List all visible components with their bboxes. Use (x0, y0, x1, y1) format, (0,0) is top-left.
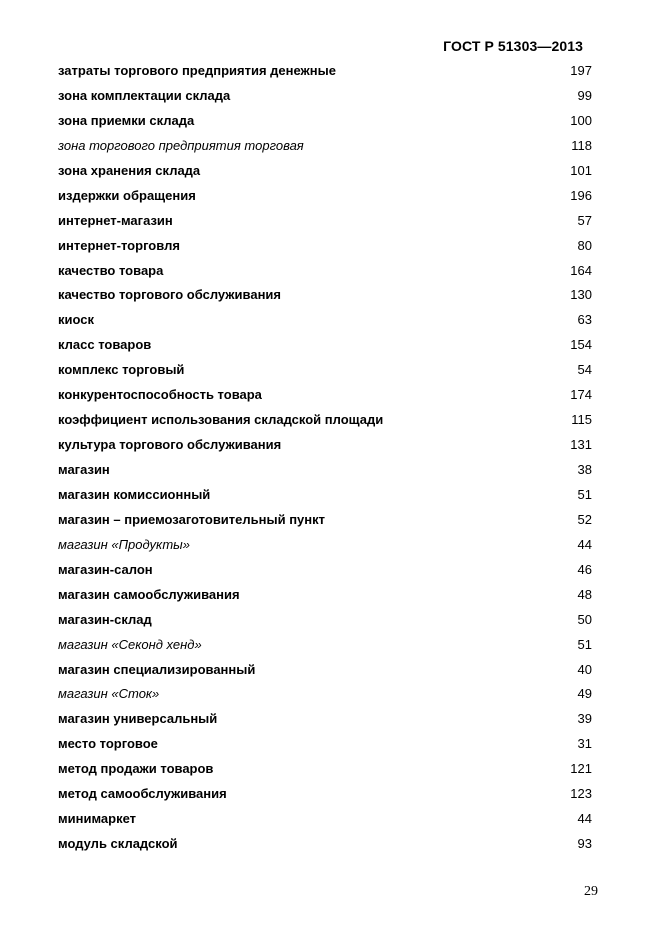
index-term: конкурентоспособность товара (58, 387, 262, 403)
index-entry (58, 834, 592, 859)
index-page-ref: 164 (570, 262, 592, 278)
index-entry (58, 784, 592, 809)
index-entry (58, 86, 592, 111)
index-entry (58, 585, 592, 610)
index-term: магазин комиссионный (58, 486, 211, 502)
index-term: качество товара (58, 262, 164, 278)
index-term: магазин-салон (58, 561, 153, 577)
index-term: комплекс торговый (58, 362, 185, 378)
index-page-ref: 130 (570, 287, 592, 303)
index-term: зона комплектации склада (58, 87, 231, 103)
index-page-ref: 51 (577, 486, 592, 502)
index-entry (58, 435, 592, 460)
index-term: магазин «Секонд хенд» (58, 636, 202, 652)
index-entry (58, 136, 592, 161)
index-term: магазин-склад (58, 611, 152, 627)
index-term: магазин (58, 462, 110, 477)
index-page-ref: 51 (577, 636, 592, 652)
index-term: модуль складской (58, 836, 178, 852)
index-page-ref: 44 (577, 536, 592, 552)
index-term: зона торгового предприятия торговая (58, 137, 304, 153)
index-term: киоск (58, 312, 95, 328)
index-list (58, 61, 592, 859)
index-page-ref: 197 (570, 63, 592, 78)
index-page-ref: 174 (570, 387, 592, 403)
index-page-ref: 154 (570, 337, 592, 353)
index-term: интернет-торговля (58, 237, 180, 253)
index-page-ref: 101 (570, 162, 592, 178)
index-page-ref: 31 (577, 736, 592, 752)
index-term: минимаркет (58, 811, 136, 827)
index-entry (58, 310, 592, 335)
index-page-ref: 100 (570, 112, 592, 128)
index-term: класс товаров (58, 337, 152, 353)
index-term: магазин «Продукты» (58, 536, 190, 552)
index-entry (58, 510, 592, 535)
index-entry (58, 809, 592, 834)
index-entry (58, 236, 592, 261)
index-page-ref: 131 (570, 437, 592, 453)
index-entry (58, 261, 592, 286)
index-entry (58, 211, 592, 236)
index-entry (58, 660, 592, 685)
index-term: коэффициент использования складской площади (58, 412, 384, 428)
index-page-ref: 63 (577, 312, 592, 328)
index-term: затраты торгового предприятия денежные (58, 63, 336, 78)
index-page-ref: 99 (577, 87, 592, 103)
index-term: зона хранения склада (58, 162, 201, 178)
index-term: магазин самообслуживания (58, 586, 240, 602)
index-page-ref: 48 (577, 586, 592, 602)
page-number: 29 (584, 884, 598, 899)
index-entry (58, 610, 592, 635)
index-entry (58, 410, 592, 435)
index-entry (58, 186, 592, 211)
index-page-ref: 80 (577, 237, 592, 253)
index-entry (58, 759, 592, 784)
index-term: интернет-магазин (58, 212, 173, 228)
index-entry (58, 709, 592, 734)
index-page-ref: 49 (577, 686, 592, 702)
index-term: магазин универсальный (58, 711, 218, 727)
index-entry (58, 161, 592, 186)
index-page-ref: 115 (571, 412, 592, 428)
index-page-ref: 39 (577, 711, 592, 727)
index-page-ref: 93 (577, 836, 592, 852)
index-term: качество торгового обслуживания (58, 287, 281, 303)
index-entry (58, 360, 592, 385)
index-page-ref: 57 (577, 212, 592, 228)
index-page-ref: 54 (577, 362, 592, 378)
index-entry (58, 684, 592, 709)
index-term: метод продажи товаров (58, 761, 214, 777)
index-page-ref: 118 (571, 137, 592, 153)
index-page-ref: 38 (577, 462, 592, 477)
index-entry (58, 560, 592, 585)
index-page-ref: 46 (577, 561, 592, 577)
index-term: магазин «Сток» (58, 686, 160, 702)
index-entry (58, 335, 592, 360)
index-entry (58, 285, 592, 310)
index-entry (58, 61, 592, 86)
index-term: издержки обращения (58, 187, 196, 203)
index-page-ref: 40 (577, 661, 592, 677)
index-term: зона приемки склада (58, 112, 195, 128)
index-term: магазин специализированный (58, 661, 256, 677)
index-term: метод самообслуживания (58, 786, 227, 802)
index-entry (58, 460, 592, 485)
index-entry (58, 385, 592, 410)
index-page-ref: 121 (570, 761, 592, 777)
index-page-ref: 50 (577, 611, 592, 627)
index-entry (58, 485, 592, 510)
index-page-ref: 52 (577, 511, 592, 527)
index-entry (58, 635, 592, 660)
document-header: ГОСТ Р 51303—2013 (443, 38, 583, 54)
index-term: место торговое (58, 736, 158, 752)
index-page-ref: 44 (577, 811, 592, 827)
index-entry (58, 535, 592, 560)
index-entry (58, 734, 592, 759)
index-term: культура торгового обслуживания (58, 437, 282, 453)
index-page-ref: 196 (570, 187, 592, 203)
index-entry (58, 111, 592, 136)
index-page-ref: 123 (570, 786, 592, 802)
index-term: магазин – приемозаготовительный пункт (58, 511, 326, 527)
